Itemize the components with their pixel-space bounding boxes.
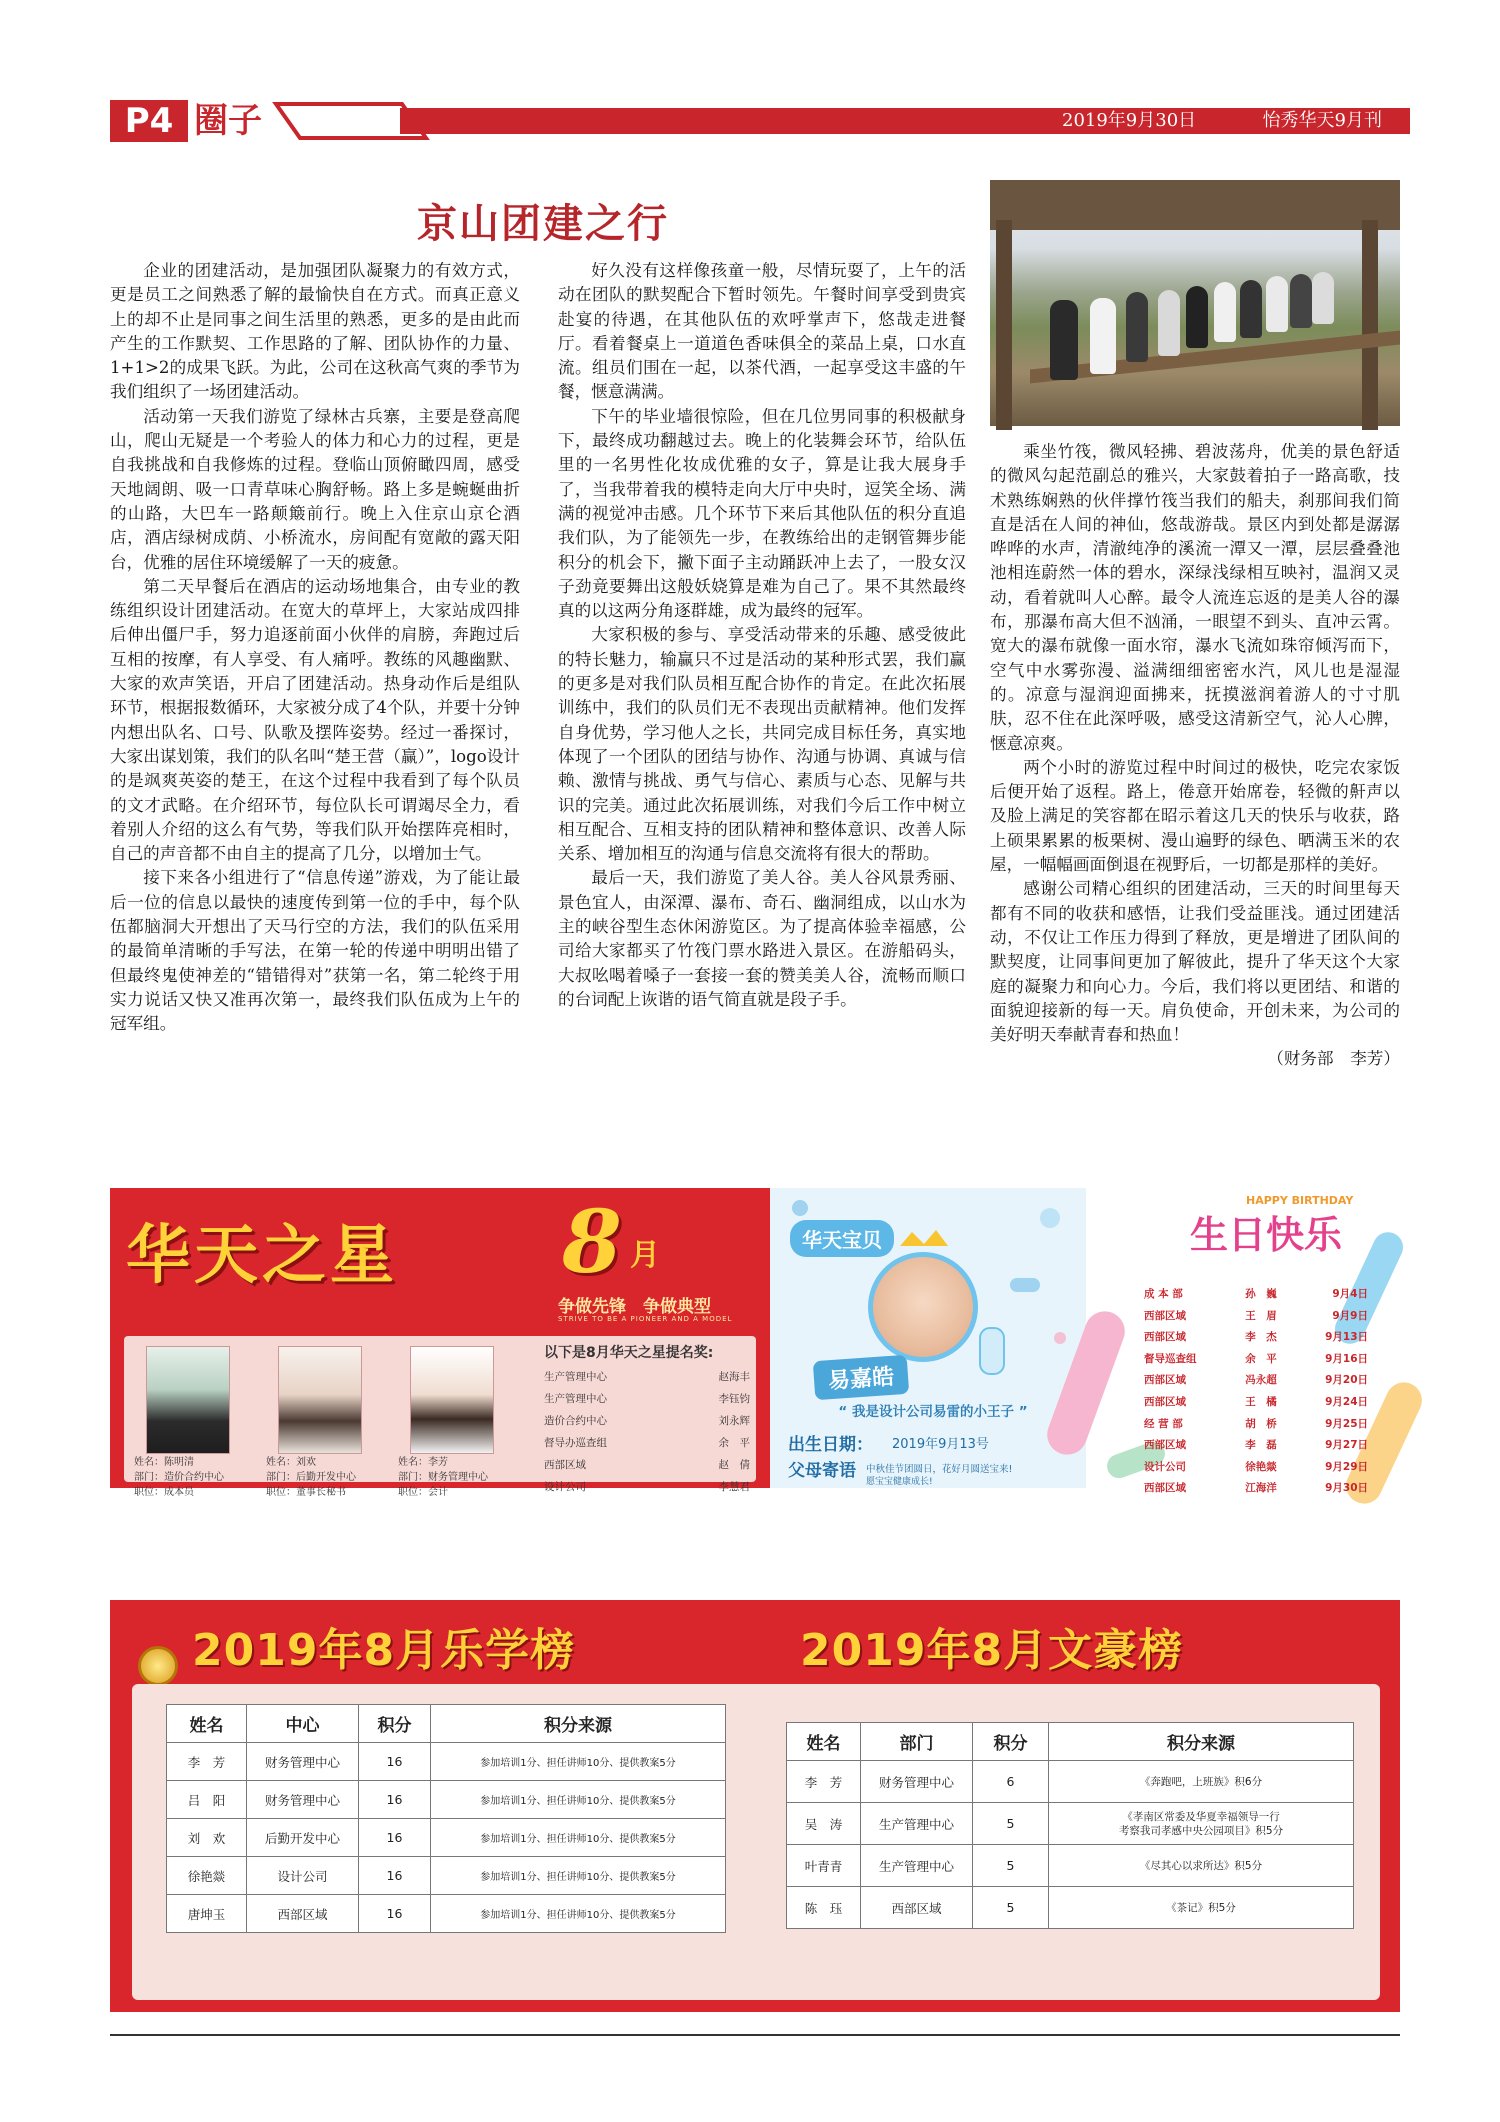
issue-name: 怡秀华天9月刊 [1262, 110, 1382, 131]
birth-date-value: 2019年9月13号 [892, 1437, 989, 1452]
birthday-title: 生日快乐 [1190, 1213, 1343, 1257]
table-header-row [787, 1723, 1354, 1761]
nominee-role: 职位：成本员 [134, 1487, 194, 1498]
medal-icon [138, 1646, 178, 1686]
nomination-row: 设计公司 李慧君 [544, 1481, 750, 1493]
person-figure [1266, 276, 1288, 332]
nominee-name: 姓名：刘欢 [266, 1457, 316, 1468]
table-row: 刘 欢 后勤开发中心 16 参加培训1分、担任讲师10分、提供教案5分 [167, 1819, 726, 1857]
star-of-month-panel [110, 1188, 770, 1498]
column-header: 姓名 [787, 1723, 861, 1761]
baby-announcement-panel [770, 1188, 1086, 1488]
table-row: 吕 阳 财务管理中心 16 参加培训1分、担任讲师10分、提供教案5分 [167, 1781, 726, 1819]
page-header [110, 100, 1410, 142]
pavilion-post [996, 220, 1012, 430]
column-header: 姓名 [167, 1705, 247, 1743]
table-row: 陈 珏 西部区域 5 《茶记》积5分 [787, 1887, 1354, 1929]
baby-tag: 华天宝贝 [790, 1220, 894, 1257]
nominee-panel [124, 1336, 756, 1498]
article-paragraph: 乘坐竹筏，微风轻拂、碧波荡舟，优美的景色舒适的微风勾起范副总的雅兴，大家鼓着拍子一路高歌，技术熟练娴熟的伙伴撑竹筏当我们的船夫，刹那间我们简直是活在人间的神仙，悠哉游哉。景区内到处都是潺潺哗哗的水声，清澈纯净的溪流一潭又一潭，层层叠叠池池相连蔚然一体的碧水，深绿浅绿相互映衬，温润又灵动，看着就叫人心醉。最令人流连忘返的是美人谷的瀑布，那瀑布高大但不汹涌，一眼望不到头、直冲云霄。宽大的瀑布就像一面水帘，瀑水飞流如珠帘倾泻而下，空气中水雾弥漫、溢满细细密密水汽，风儿也是湿湿的。凉意与湿润迎面拂来，抚摸滋润着游人的寸寸肌肤，忍不住在此深呼吸，感受这清新空气，沁人心脾，惬意凉爽。 [990, 442, 1400, 753]
issue-date: 2019年9月30日 [1062, 110, 1197, 131]
column-header: 积分来源 [431, 1705, 726, 1743]
nominee-card [134, 1346, 262, 1499]
header-bar [400, 108, 1410, 134]
nominee-dept: 部门：造价合约中心 [134, 1472, 224, 1483]
article-paragraph: 两个小时的游览过程中时间过的极快，吃完农家饭后便开始了返程。路上，倦意开始席卷，轻微的鼾声以及脸上满足的笑容都在昭示着这几天的快乐与收获，路上硕果累累的板栗树、漫山遍野的绿色、晒满玉米的农屋，一幅幅画面倒退在视野后，一切都是那样的美好。 [990, 757, 1400, 875]
nominee-dept: 部门：财务管理中心 [398, 1472, 488, 1483]
birthday-row: 经 营 部 胡 桥 9月25日 [1144, 1417, 1368, 1430]
birthday-row: 西部区域 冯永超 9月20日 [1144, 1374, 1368, 1387]
table-row: 徐艳燚 设计公司 16 参加培训1分、担任讲师10分、提供教案5分 [167, 1857, 726, 1895]
nomination-list [544, 1366, 750, 1498]
article-paragraph: 第二天早餐后在酒店的运动场地集合，由专业的教练组织设计团建活动。在宽大的草坪上，大家站成四排后伸出僵尸手，努力追逐前面小伙伴的肩膀，奔跑过后互相的按摩，有人享受、有人痛呼。教练的风趣幽默、大家的欢声笑语，开启了团建活动。热身动作后是组队环节，根据报数循环，大家被分成了4个队，并要十分钟内想出队名、口号、队歌及摆阵姿势。经过一番探讨，大家出谋划策，我们的队名叫“楚王营（赢）”，logo设计的是飒爽英姿的楚王，在这个过程中我看到了每个队员的文才武略。在介绍环节，每位队长可谓竭尽全力，看着别人介绍的这么有气势，等我们队开始摆阵亮相时，自己的声音都不由自主的提高了几分，以增加士气。 [110, 576, 520, 864]
person-figure [1158, 290, 1180, 356]
person-figure [1126, 292, 1148, 362]
pavilion-post [1362, 220, 1378, 430]
birthday-title-en: HAPPY BIRTHDAY [1246, 1194, 1354, 1207]
article-paragraph: 好久没有这样像孩童一般，尽情玩耍了，上午的活动在团队的默契配合下暂时领先。午餐时间享受到贵宾赴宴的待遇，在其他队伍的欢呼掌声下，悠哉走进餐厅。看着餐桌上一道道色香味俱全的菜品上桌，口水直流。组员们围在一起，以茶代酒，一起享受这丰盛的午餐，惬意满满。 [558, 261, 966, 402]
table-row: 吴 涛 生产管理中心 5 《孝南区常委及华夏幸福领导一行 考察我司孝感中央公园项目》积5分 [787, 1803, 1354, 1845]
column-header: 积分 [973, 1723, 1049, 1761]
birth-date-label: 出生日期： [788, 1435, 873, 1455]
article-paragraph: 感谢公司精心组织的团建活动，三天的时间里每天都有不同的收获和感悟，让我们受益匪浅。通过团建活动，不仅让工作压力得到了释放，更是增进了团队间的默契度，让同事间更加了解彼此，提升了华天这个大家庭的凝聚力和向心力。今后，我们将以更团结、和谐的面貌迎接新的每一天。肩负使命，开创未来，为公司的美好明天奉献青春和热血！ [990, 879, 1400, 1045]
article-paragraph: 接下来各小组进行了“信息传递”游戏，为了能让最后一位的信息以最快的速度传到第一位的手中，每个队伍都脑洞大开想出了天马行空的方法，我们的队伍采用的最简单清晰的手写法，在第一轮的传递中明明出错了但最终鬼使神差的“错错得对”获第一名，第二轮终于用实力说话又快又准再次第一，最终我们队伍成为上午的冠军组。 [110, 868, 520, 1034]
birthday-row: 西部区域 王 橘 9月24日 [1144, 1395, 1368, 1408]
study-ranking-title: 2019年8月乐学榜 [192, 1625, 576, 1676]
team-photo [990, 180, 1400, 426]
article-title: 京山团建之行 [417, 201, 669, 247]
table-row: 李 芳 财务管理中心 6 《奔跑吧，上班族》积6分 [787, 1761, 1354, 1803]
article-column-1 [110, 259, 520, 1037]
article-paragraph: 企业的团建活动，是加强团队凝聚力的有效方式，更是员工之间熟悉了解的最愉快自在方式。而真正意义上的却不止是同事之间生活里的熟悉，更多的是由此而产生的工作默契、工作思路的了解、团队协作的力量、1+1>2的成果飞跃。为此，公司在这秋高气爽的季节为我们组织了一场团建活动。 [110, 261, 520, 402]
table-row: 李 芳 财务管理中心 16 参加培训1分、担任讲师10分、提供教案5分 [167, 1743, 726, 1781]
person-figure [1312, 272, 1334, 324]
birthday-panel [1086, 1188, 1400, 1495]
birthday-list [1144, 1284, 1368, 1500]
column-header: 积分 [359, 1705, 431, 1743]
article-paragraph: 下午的毕业墙很惊险，但在几位男同事的积极献身下，最终成功翻越过去。晚上的化装舞会环节，给队伍里的一名男性化妆成优雅的女子，算是让我大展身手了，当我带着我的模特走向大厅中央时，逗笑全场、满满的视觉冲击感。几个环节下来后其他队伍的积分直追我们队，为了能领先一步，在教练给出的走钢管舞步能积分的机会下，撇下面子主动踊跃冲上去了，一股女汉子劲竟要舞出这般妖娆算是难为自己了。果不其然最终真的以这两分角逐群雄，成为最终的冠军。 [558, 406, 966, 621]
person-figure [1186, 286, 1208, 348]
baby-name: 易嘉皓 [813, 1355, 910, 1400]
person-figure [1050, 300, 1078, 380]
nominee-role: 职位：会计 [398, 1487, 448, 1498]
nominee-dept: 部门：后勤开发中心 [266, 1472, 356, 1483]
person-figure [1290, 274, 1312, 328]
study-ranking-table [166, 1704, 726, 1933]
birthday-row: 西部区域 王 眉 9月9日 [1144, 1309, 1368, 1322]
nominee-photo [410, 1346, 494, 1454]
writing-ranking-table [786, 1722, 1354, 1929]
parents-wish-text-2: 愿宝宝健康成长! [866, 1477, 933, 1487]
parents-wish-text: 中秋佳节团圆日，花好月圆送宝来! [866, 1464, 1013, 1475]
column-header: 积分来源 [1049, 1723, 1354, 1761]
star-slogan: 争做先锋 争做典型 [558, 1297, 711, 1317]
article-column-3 [990, 440, 1400, 1072]
parents-wish-label: 父母寄语 [788, 1461, 856, 1481]
birthday-row: 设计公司 徐艳燚 9月29日 [1144, 1460, 1368, 1473]
birthday-row: 西部区域 江海洋 9月30日 [1144, 1482, 1368, 1495]
nominee-card [398, 1346, 526, 1499]
star-month-char: 月 [630, 1238, 660, 1273]
person-figure [1240, 280, 1262, 338]
nomination-row: 西部区域 赵 倩 [544, 1459, 750, 1471]
article-paragraph: 活动第一天我们游览了绿林古兵寨，主要是登高爬山，爬山无疑是一个考验人的体力和心力的过程，更是自我挑战和自我修炼的过程。登临山顶俯瞰四周，感受天地阔朗、吸一口青草味心胸舒畅。路上多是蜿蜒曲折的山路，大巴车一路颠簸前行。晚上入住京山京仑酒店，酒店绿树成荫、小桥流水，房间配有宽敞的露天阳台，优雅的居住环境缓解了一天的疲惫。 [110, 406, 520, 572]
nomination-row: 造价合约中心 刘永辉 [544, 1415, 750, 1427]
bottom-rule [110, 2034, 1400, 2036]
article-paragraph: 最后一天，我们游览了美人谷。美人谷风景秀丽、景色宜人，由深潭、瀑布、奇石、幽洞组成，以山水为主的峡谷型生态休闲游览区。为了提高体验幸福感，公司给大家都买了竹筏门票水路进入景区。在游船码头，大叔吆喝着嗓子一套接一套的赞美美人谷，流畅而顺口的台词配上诙谐的语气简直就是段子手。 [558, 868, 966, 1009]
section-name: 圈子 [194, 101, 262, 141]
nominee-card [266, 1346, 394, 1499]
baby-quote: “ 我是设计公司易雷的小王子 ” [838, 1404, 1028, 1420]
table-row: 叶青青 生产管理中心 5 《尽其心以求所达》积5分 [787, 1845, 1354, 1887]
person-figure [1214, 282, 1236, 342]
person-figure [1090, 298, 1116, 374]
article-column-2 [558, 259, 966, 1012]
nomination-list-title: 以下是8月华天之星提名奖: [544, 1345, 714, 1361]
nomination-row: 生产管理中心 李钰钧 [544, 1393, 750, 1405]
birthday-row: 西部区域 李 磊 9月27日 [1144, 1439, 1368, 1452]
nominee-name: 姓名：陈明清 [134, 1457, 194, 1468]
star-slogan-en: STRIVE TO BE A PIONEER AND A MODEL [558, 1315, 733, 1323]
table-row: 唐坤玉 西部区域 16 参加培训1分、担任讲师10分、提供教案5分 [167, 1895, 726, 1933]
nominee-role: 职位：董事长秘书 [266, 1487, 346, 1498]
page-number: P4 [110, 100, 188, 142]
column-header: 部门 [861, 1723, 973, 1761]
baby-photo [868, 1252, 978, 1362]
article-paragraph: 大家积极的参与、享受活动带来的乐趣、感受彼此的特长魅力，输赢只不过是活动的某种形式罢，我们赢的更多是对我们队员相互配合协作的肯定。在此次拓展训练中，我们的队员们无不表现出贡献精神。他们发挥自身优势，学习他人之长，共同完成目标任务，真实地体现了一个团队的团结与协作、沟通与协调、真诚与信赖、激情与挑战、勇气与信心、素质与心态、见解与共识的完美。通过此次拓展训练，对我们今后工作中树立相互配合、互相支持的团队精神和整体意识、改善人际关系、增加相互的沟通与信息交流将有很大的帮助。 [558, 625, 966, 864]
star-month-number: 8 [562, 1192, 622, 1293]
birthday-row: 西部区域 李 杰 9月13日 [1144, 1331, 1368, 1344]
nomination-row: 督导办巡查组 余 平 [544, 1437, 750, 1449]
nominee-photo [146, 1346, 230, 1454]
nominee-name: 姓名：李芳 [398, 1457, 448, 1468]
article-signature: （财务部 李芳） [1267, 1049, 1400, 1069]
star-title: 华天之星 [126, 1219, 398, 1293]
column-header: 中心 [247, 1705, 359, 1743]
birthday-row: 成 本 部 孙 巍 9月4日 [1144, 1288, 1368, 1300]
nomination-row: 生产管理中心 赵海丰 [544, 1371, 750, 1383]
birthday-row: 督导巡查组 余 平 9月16日 [1144, 1352, 1368, 1365]
nominee-photo [278, 1346, 362, 1454]
ranking-panel [110, 1600, 1400, 2012]
writing-ranking-title: 2019年8月文豪榜 [800, 1625, 1184, 1676]
table-header-row [167, 1705, 726, 1743]
pavilion-roof [990, 180, 1400, 230]
